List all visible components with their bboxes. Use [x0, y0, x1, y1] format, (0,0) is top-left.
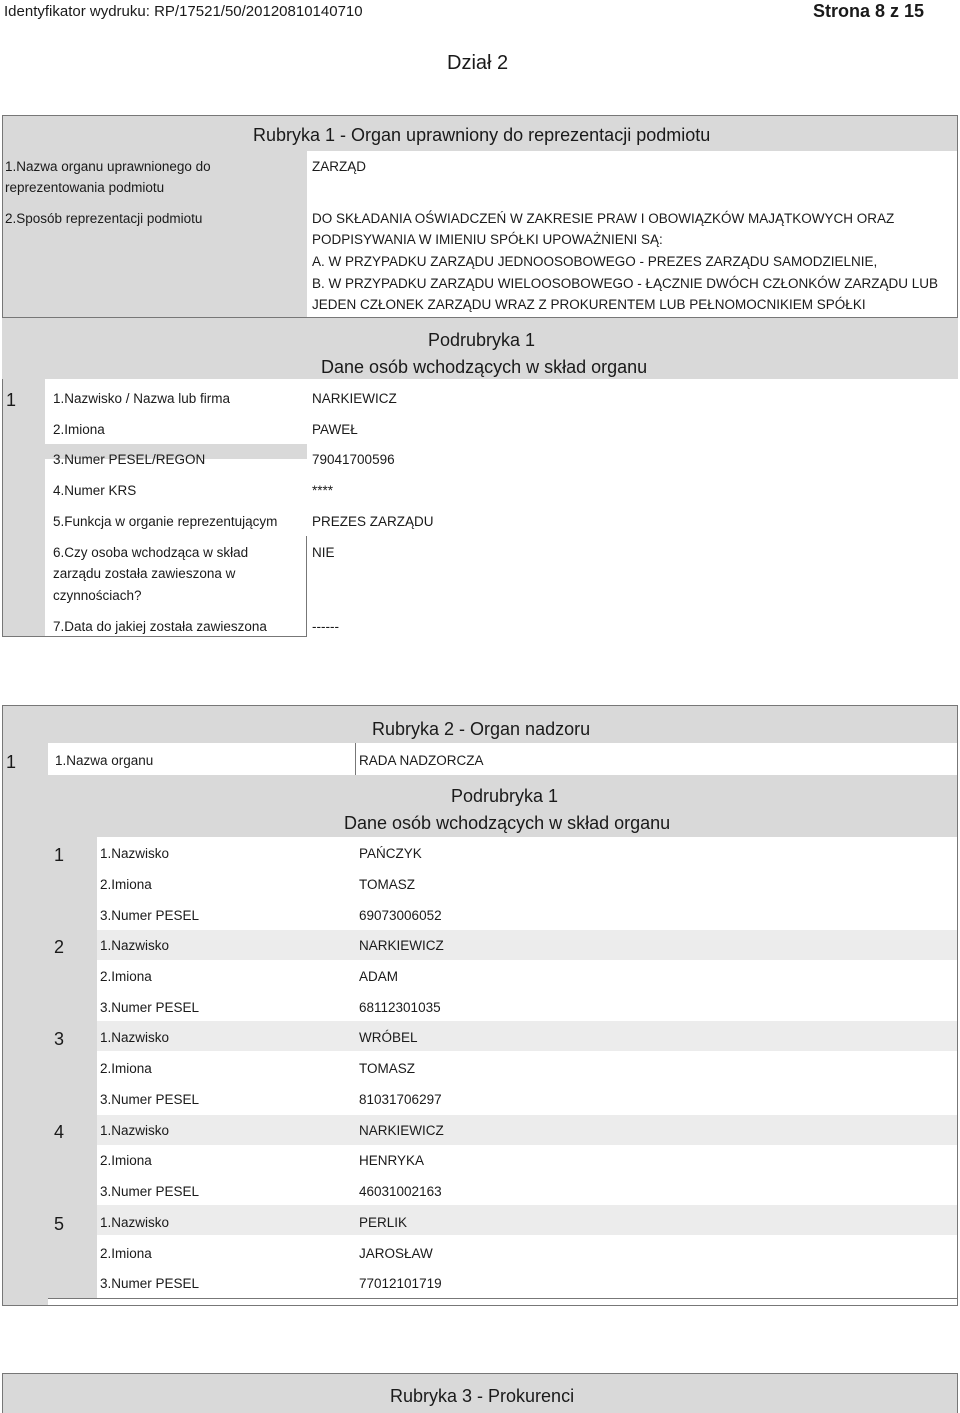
- rubryka-1-index-column: [2, 379, 45, 637]
- organ-name-label-line2: reprezentowania podmiotu: [5, 180, 165, 195]
- member-pesel-label: 3.Numer PESEL: [100, 1092, 200, 1107]
- member-surname-value: NARKIEWICZ: [359, 1122, 444, 1138]
- representation-line-4: B. W PRZYPADKU ZARZĄDU WIELOOSOBOWEGO - ŁĄCZNIE DWÓCH CZŁONKÓW ZARZĄDU LUB: [312, 276, 939, 291]
- member-pesel-value: 69073006052: [359, 907, 442, 923]
- member-names-value: HENRYKA: [359, 1153, 425, 1169]
- member-surname-value: NARKIEWICZ: [359, 938, 444, 954]
- section-title: Dział 2: [447, 52, 509, 74]
- names-value: PAWEŁ: [312, 422, 358, 437]
- member-pesel-value: 81031706297: [359, 1092, 442, 1107]
- suspended-label-line1: 6.Czy osoba wchodząca w skład: [53, 545, 249, 560]
- member-surname-value: PAŃCZYK: [359, 846, 422, 861]
- member-names-value: JAROSŁAW: [359, 1245, 433, 1261]
- member-pesel-value: 77012101719: [359, 1276, 442, 1292]
- rubryka-1-title: Rubryka 1 - Organ uprawniony do reprezentacji podmiotu: [253, 125, 711, 145]
- page-number: Strona 8 z 15: [812, 1, 924, 21]
- rubryka-2-subsection-subtitle: Dane osób wchodzących w skład organu: [344, 813, 671, 833]
- member-pesel-label: 3.Numer PESEL: [100, 999, 200, 1015]
- person-index: 1: [6, 390, 17, 410]
- surname-value: NARKIEWICZ: [312, 391, 397, 406]
- bottom-border: [2, 636, 307, 637]
- function-value: PREZES ZARZĄDU: [312, 514, 434, 529]
- member-index: 4: [54, 1121, 65, 1142]
- surname-label: 1.Nazwisko / Nazwa lub firma: [53, 391, 231, 406]
- suspended-until-value: ------: [312, 619, 339, 634]
- member-names-label: 2.Imiona: [100, 1153, 152, 1169]
- member-pesel-label: 3.Numer PESEL: [100, 907, 200, 923]
- subsection-subtitle: Dane osób wchodzących w skład organu: [321, 357, 648, 377]
- suspended-until-label: 7.Data do jakiej została zawieszona: [53, 619, 267, 634]
- rubryka-3-title: Rubryka 3 - Prokurenci: [390, 1386, 575, 1406]
- organ-divider: [355, 743, 356, 775]
- member-surname-label: 1.Nazwisko: [100, 1214, 170, 1230]
- representation-line-3: A. W PRZYPADKU ZARZĄDU JEDNOOSOBOWEGO - PREZES ZARZĄDU SAMODZIELNIE,: [312, 254, 878, 269]
- supervisory-organ-value: RADA NADZORCZA: [359, 753, 484, 768]
- suspended-label-line3: czynnościach?: [53, 588, 142, 603]
- function-label: 5.Funkcja w organie reprezentującym: [53, 514, 278, 529]
- value-divider: [306, 536, 307, 636]
- krs-value: ****: [312, 483, 334, 498]
- member-surname-label: 1.Nazwisko: [100, 1030, 170, 1046]
- member-pesel-value: 68112301035: [359, 999, 441, 1015]
- print-identifier: Identyfikator wydruku: RP/17521/50/20120810140710: [4, 3, 363, 20]
- member-surname-label: 1.Nazwisko: [100, 938, 170, 954]
- member-surname-label: 1.Nazwisko: [100, 846, 170, 861]
- member-index: 5: [54, 1213, 65, 1234]
- representation-method-label: 2.Sposób reprezentacji podmiotu: [5, 211, 203, 226]
- member-names-label: 2.Imiona: [100, 1245, 152, 1261]
- inner-bottom-border: [48, 1298, 958, 1299]
- representation-line-2: PODPISYWANIA W IMIENIU SPÓŁKI UPOWAŻNIENI SĄ:: [312, 232, 663, 247]
- representation-line-1: DO SKŁADANIA OŚWIADCZEŃ W ZAKRESIE PRAW I OBOWIĄZKÓW MAJĄTKOWYCH ORAZ: [312, 211, 895, 226]
- member-names-label: 2.Imiona: [100, 1061, 152, 1077]
- member-index: 1: [54, 845, 65, 865]
- pesel-regon-label: 3.Numer PESEL/REGON: [53, 452, 206, 467]
- organ-name-label-line1: 1.Nazwa organu uprawnionego do: [5, 159, 211, 174]
- pesel-regon-value: 79041700596: [312, 452, 395, 467]
- member-names-value: TOMASZ: [359, 1061, 416, 1077]
- member-surname-value: PERLIK: [359, 1214, 408, 1230]
- names-label: 2.Imiona: [53, 422, 105, 437]
- suspended-value: NIE: [312, 545, 335, 560]
- subsection-title: Podrubryka 1: [428, 330, 536, 350]
- member-names-label: 2.Imiona: [100, 876, 152, 892]
- member-names-value: ADAM: [359, 969, 399, 984]
- krs-label: 4.Numer KRS: [53, 483, 137, 498]
- member-surname-label: 1.Nazwisko: [100, 1122, 170, 1138]
- member-names-value: TOMASZ: [359, 876, 416, 892]
- member-pesel-label: 3.Numer PESEL: [100, 1276, 200, 1292]
- supervisory-organ-label: 1.Nazwa organu: [55, 753, 154, 768]
- rubryka-2-title: Rubryka 2 - Organ nadzoru: [372, 719, 591, 739]
- rubryka-2-subsection-title: Podrubryka 1: [451, 786, 559, 806]
- left-border: [2, 379, 3, 637]
- member-surname-value: WRÓBEL: [359, 1030, 418, 1046]
- representation-line-5: JEDEN CZŁONEK ZARZĄDU WRAZ Z PROKURENTEM LUB PEŁNOMOCNIKIEM SPÓŁKI: [312, 297, 866, 312]
- member-index: 3: [54, 1029, 65, 1050]
- organ-name-value: ZARZĄD: [312, 159, 366, 174]
- member-names-label: 2.Imiona: [100, 969, 152, 984]
- member-pesel-value: 46031002163: [359, 1184, 442, 1200]
- member-index: 2: [54, 937, 65, 958]
- suspended-label-line2: zarządu została zawieszona w: [53, 566, 236, 581]
- member-pesel-label: 3.Numer PESEL: [100, 1184, 200, 1200]
- organ-index: 1: [6, 752, 17, 772]
